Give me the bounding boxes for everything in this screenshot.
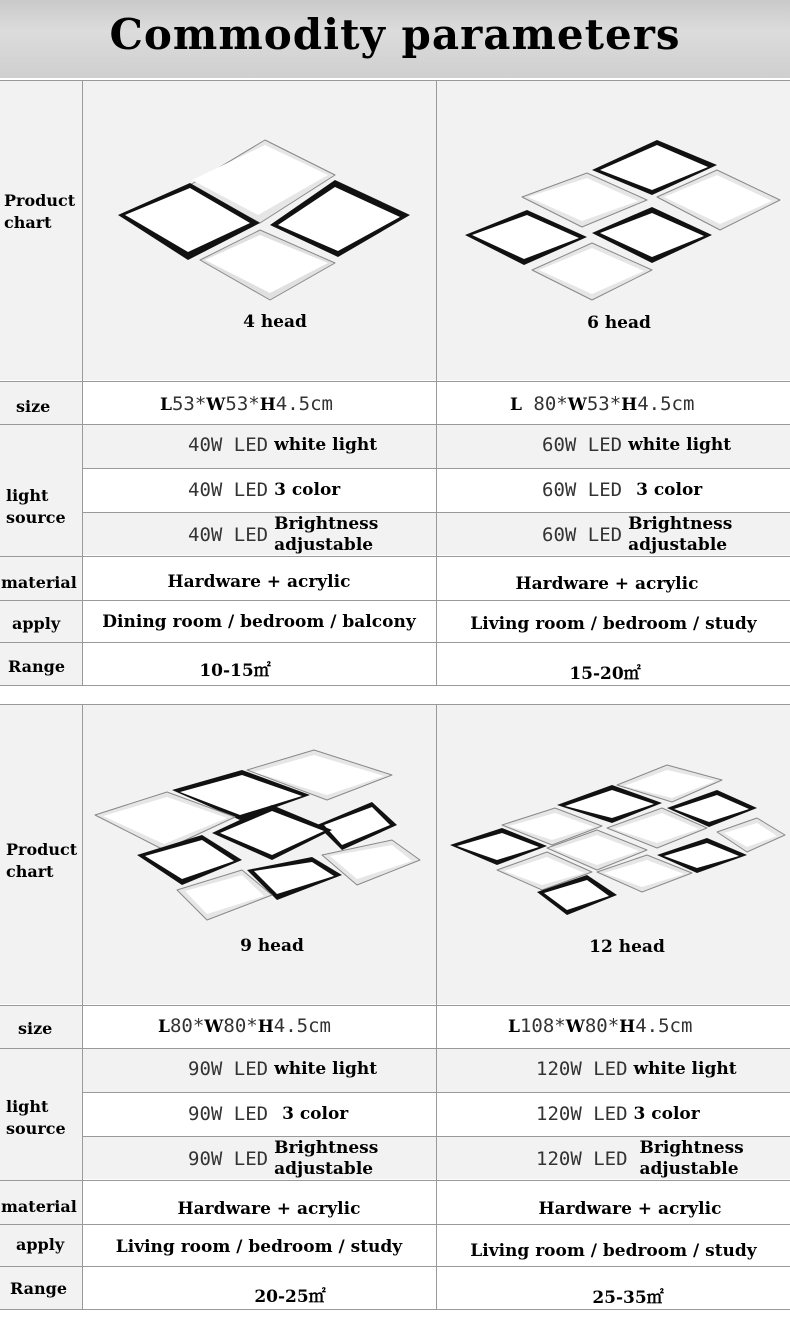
product-caption: 4 head — [243, 312, 307, 332]
lamp-4-head-image — [110, 135, 420, 305]
lamp-6-head-image — [462, 135, 782, 305]
led-spec: 40W LED Brightness adjustable — [188, 514, 379, 555]
row-label-product-chart: Product chart — [4, 191, 76, 232]
led-spec: 90W LED Brightness adjustable — [188, 1138, 379, 1179]
page-title: Commodity parameters — [109, 10, 681, 59]
apply-value: Living room / bedroom / study — [470, 1241, 757, 1261]
label-cell-bg — [0, 1006, 82, 1309]
range-value: 20-25㎡ — [254, 1287, 326, 1307]
row-label-light-source: light source — [6, 486, 66, 527]
lamp-9-head-image — [92, 745, 422, 925]
product-caption: 9 head — [240, 936, 304, 956]
row-label-apply: apply — [12, 614, 61, 633]
size-value-12-head: L108*W80*H4.5cm — [508, 1015, 693, 1037]
header-banner — [0, 0, 790, 78]
led-spec: 120W LED Brightness adjustable — [536, 1138, 744, 1179]
led-spec: 60W LED white light — [542, 434, 732, 456]
label-cell-bg — [0, 382, 82, 685]
range-value: 15-20㎡ — [569, 664, 641, 684]
material-value: Hardware + acrylic — [515, 574, 699, 594]
lamp-12-head-image — [447, 760, 787, 920]
material-value: Hardware + acrylic — [167, 572, 351, 592]
material-value: Hardware + acrylic — [538, 1199, 722, 1219]
row-label-material: material — [1, 1197, 77, 1216]
size-value-4-head: L53*W53*H4.5cm — [160, 393, 333, 415]
row-label-range: Range — [10, 1279, 68, 1298]
apply-value: Living room / bedroom / study — [470, 614, 757, 634]
row-label-size: size — [16, 397, 51, 416]
led-spec: 40W LED white light — [188, 434, 378, 456]
led-spec: 40W LED 3 color — [188, 479, 341, 501]
led-spec: 120W LED white light — [536, 1058, 737, 1080]
size-value-6-head: L 80*W53*H4.5cm — [510, 393, 695, 415]
size-value-9-head: L80*W80*H4.5cm — [158, 1015, 331, 1037]
led-spec: 120W LED 3 color — [536, 1103, 700, 1125]
apply-value: Living room / bedroom / study — [115, 1237, 403, 1257]
row-label-size: size — [18, 1019, 53, 1038]
led-spec: 90W LED white light — [188, 1058, 378, 1080]
row-label-range: Range — [8, 657, 66, 676]
led-spec: 60W LED Brightness adjustable — [542, 514, 733, 555]
product-caption: 12 head — [589, 937, 665, 957]
row-label-material: material — [1, 573, 77, 592]
led-spec: 90W LED 3 color — [188, 1103, 349, 1125]
row-label-light-source: light source — [6, 1097, 66, 1138]
apply-value: Dining room / bedroom / balcony — [102, 612, 416, 632]
range-value: 25-35㎡ — [592, 1288, 664, 1308]
material-value: Hardware + acrylic — [177, 1199, 361, 1219]
led-spec: 60W LED 3 color — [542, 479, 703, 501]
product-caption: 6 head — [587, 313, 651, 333]
row-label-product-chart: Product chart — [6, 840, 78, 881]
range-value: 10-15㎡ — [199, 661, 271, 681]
row-label-apply: apply — [16, 1235, 65, 1254]
